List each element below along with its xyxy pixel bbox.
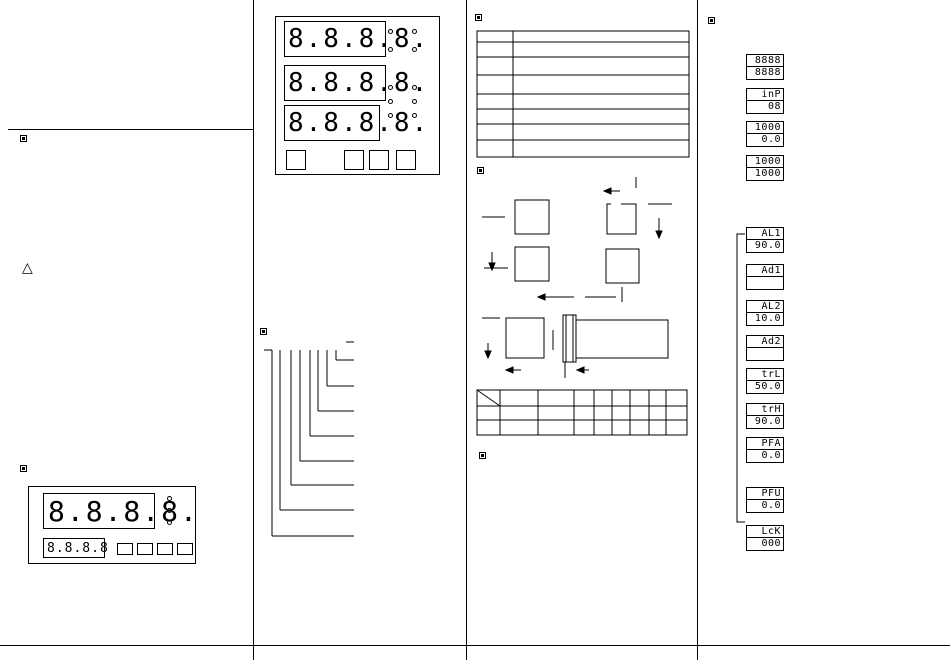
menu-value: 10.0 (754, 313, 781, 324)
menu-value: 90.0 (754, 416, 781, 427)
menu-item-trl[interactable] (746, 368, 784, 394)
display-3-digits: 8.8.8.8. (288, 108, 430, 138)
menu-item-lck[interactable] (746, 525, 784, 551)
display-bottom-row: 08 (767, 101, 781, 112)
menu-item-pfa[interactable] (746, 437, 784, 463)
display-top-row: 8888 (747, 55, 783, 67)
menu-item-al1[interactable] (746, 227, 784, 253)
menu-code: Ad2 (747, 336, 783, 348)
menu-item-ad1[interactable] (746, 264, 784, 290)
menu-code: trH (747, 404, 783, 416)
menu-item-trh[interactable] (746, 403, 784, 429)
display-top-row: inP (747, 89, 783, 101)
menu-code: AL1 (747, 228, 783, 240)
menu-value: 0.0 (761, 500, 781, 511)
menu-item-pfu[interactable] (746, 487, 784, 513)
menu-value: 0.0 (761, 450, 781, 461)
display-top-row: 1000 (747, 122, 783, 134)
display-2-digits: 8.8.8.8. (288, 68, 430, 98)
menu-code: PFA (747, 438, 783, 450)
menu-code: LcK (747, 526, 783, 538)
menu-item-ad2[interactable] (746, 335, 784, 361)
display-bottom-row: 1000 (754, 168, 781, 179)
menu-item-al2[interactable] (746, 300, 784, 326)
menu-value (747, 277, 783, 289)
menu-code: AL2 (747, 301, 783, 313)
display-top-row: 1000 (747, 156, 783, 168)
menu-value: 000 (761, 538, 781, 549)
display-1-digits: 8.8.8.8. (288, 24, 430, 54)
menu-code: PFU (747, 488, 783, 500)
main-display-digits: 8.8.8.8. (48, 495, 199, 528)
menu-code: trL (747, 369, 783, 381)
menu-value: 50.0 (754, 381, 781, 392)
menu-value: 90.0 (754, 240, 781, 251)
menu-value (747, 348, 783, 360)
menu-code: Ad1 (747, 265, 783, 277)
warning-triangle-icon: △ (22, 260, 33, 276)
sub-display-digits: 8.8.8.8 (47, 541, 109, 556)
display-bottom-row: 8888 (754, 67, 781, 78)
display-bottom-row: 0.0 (761, 134, 781, 145)
